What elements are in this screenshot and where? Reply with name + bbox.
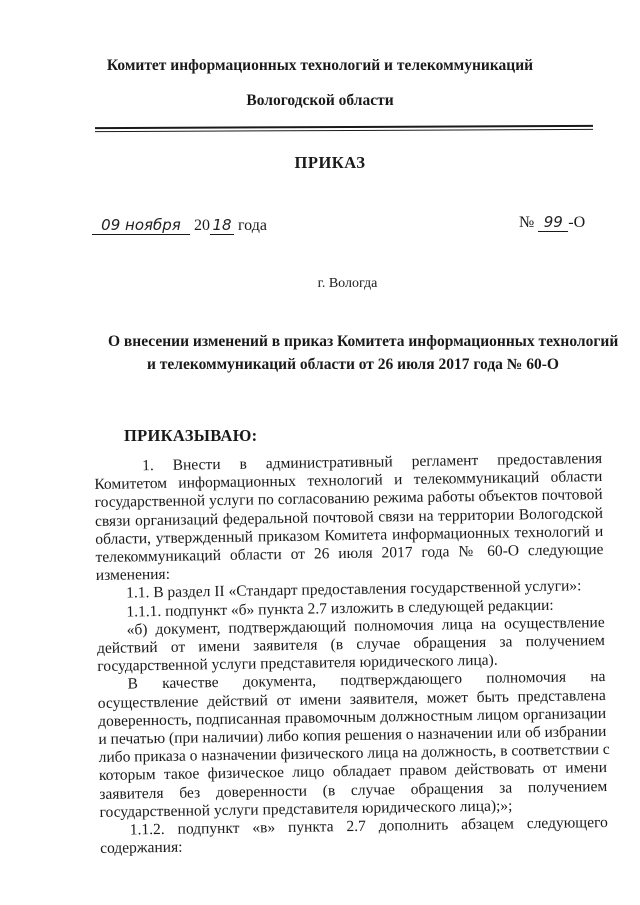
year-prefix: 20 — [194, 217, 210, 234]
text-line: действий от имени заявителя (в случае обращения за получением — [96, 632, 606, 658]
text-line: В качестве документа, подтверждающего полномочия на — [127, 668, 606, 693]
text-line: государственной услуги по согласованию режима работы объектов почтовой — [94, 486, 603, 512]
paragraph-1 — [94, 450, 604, 585]
paragraph-1-1-1: 1.1.1. подпункт «б» пункта 2.7 изложить в следующей редакции: — [126, 596, 554, 621]
text-line: которым такое физическое лицо обладает правом действовать от имени — [98, 759, 608, 785]
handwritten-date: 09 ноября — [92, 216, 190, 235]
text-line: содержания: — [100, 838, 183, 858]
document-body — [94, 450, 608, 858]
text-line: государственной услуги представителя юридического лица);»; — [99, 797, 513, 821]
organization-name-line2: Вологодской области — [246, 92, 394, 109]
text-line: либо приказа о назначении физического лица на должность, в соответствии с — [98, 741, 610, 767]
header-rule-thin — [95, 129, 593, 132]
paragraph-b — [97, 614, 606, 677]
document-date — [92, 216, 267, 235]
text-line: телекоммуникаций области от 26 июля 2017 года № 60-О следующие — [95, 541, 604, 567]
paragraph-1-1: 1.1. В раздел II «Стандарт предоставления государственной услуги»: — [125, 577, 582, 602]
text-line: 1.1.2. подпункт «в» пункта 2.7 дополнить абзацем следующего — [129, 814, 608, 839]
number-suffix: -О — [568, 214, 586, 231]
year-suffix: года — [238, 217, 267, 234]
text-line: доверенность, подписанная правомочным должностным лицом организации — [98, 704, 607, 730]
text-line: осуществление действий от имени заявителя, может быть представлена — [97, 686, 606, 712]
handwritten-number: 99 — [538, 213, 568, 232]
subject-line1: О внесении изменений в приказ Комитета информационных технологий — [108, 333, 619, 350]
order-word: ПРИКАЗЫВАЮ: — [124, 426, 258, 445]
text-line: «б) документ, подтверждающий полномочия лица на осуществление — [126, 613, 605, 639]
text-line: государственной услуги представителя юридического лица). — [97, 651, 498, 676]
text-line: области, утвержденный приказом Комитета информационных технологий и — [95, 522, 604, 548]
document-title: ПРИКАЗ — [294, 153, 366, 172]
subject-line2: и телекоммуникаций области от 26 июля 2017 года № 60-О — [147, 356, 559, 373]
text-line: изменения: — [95, 566, 171, 585]
paragraph-authority — [97, 668, 610, 822]
text-line: 1. Внести в административный регламент предоставления — [141, 450, 603, 475]
text-line: заявителя без доверенности (в случае обращения за получением — [99, 777, 608, 803]
paragraph-1-1-2 — [100, 814, 609, 858]
text-line: Комитетом информационных технологий и телекоммуникаций области — [94, 468, 603, 494]
handwritten-year: 18 — [210, 216, 234, 235]
city: г. Вологда — [317, 276, 378, 291]
document-number — [519, 213, 585, 232]
organization-name-line1: Комитет информационных технологий и телекоммуникаций — [106, 57, 534, 74]
number-sign: № — [519, 214, 535, 231]
text-line: и печатью (при наличии) либо копия решения о назначении или об избрании — [98, 723, 607, 749]
text-line: связи организаций федеральной почтовой связи на территории Вологодской — [94, 504, 604, 530]
